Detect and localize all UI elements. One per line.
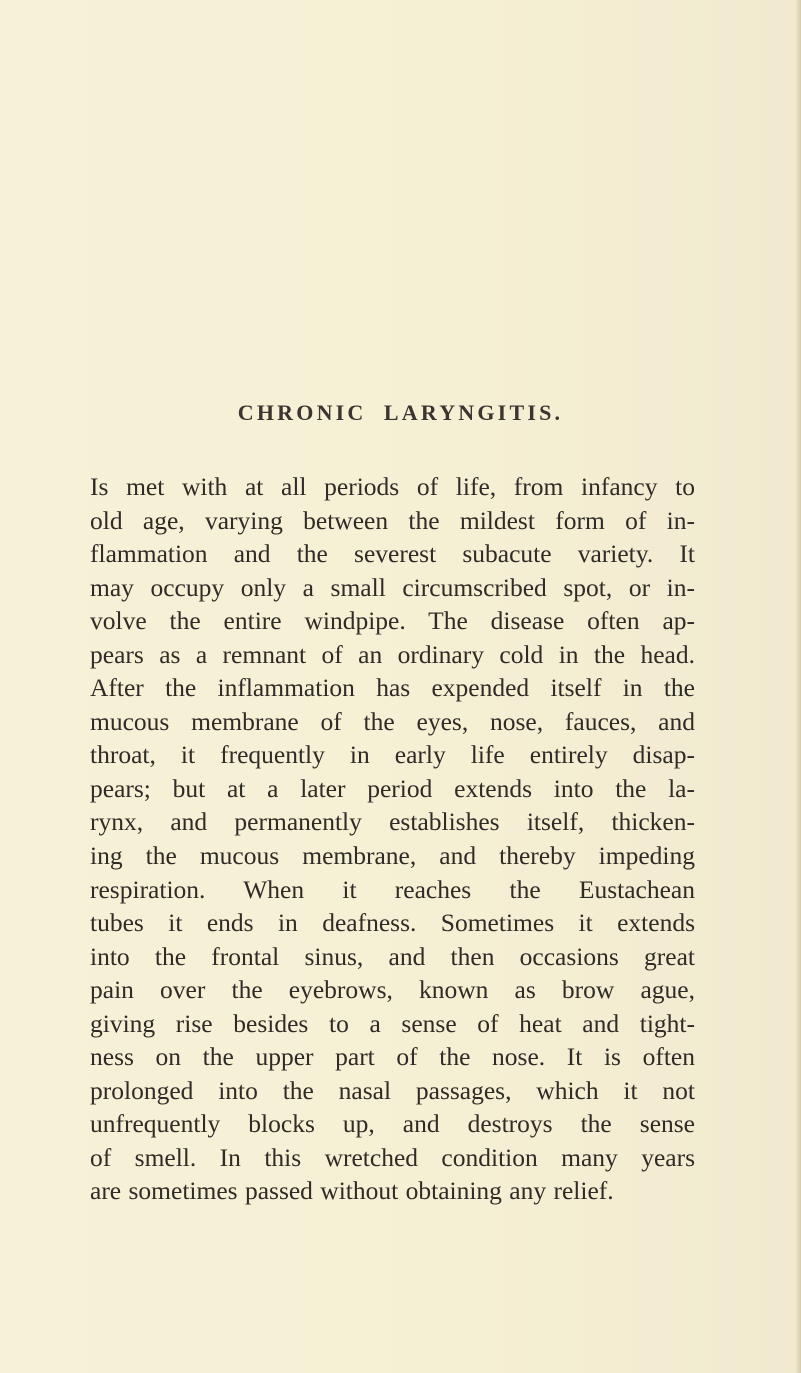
text-line-4: may occupy only a small circumscribed spot, or in- (90, 572, 695, 602)
text-line-2: old age, varying between the mildest form of in- (90, 505, 695, 535)
text-line-5: volve the entire windpipe. The disease often ap- (90, 606, 695, 636)
text-line-3: flammation and the severest subacute variety. It (90, 539, 695, 569)
text-line-20: unfrequently blocks up, and destroys the sense (90, 1109, 695, 1139)
heading-word-laryngitis: LARYNGITIS. (383, 400, 564, 425)
text-line-9: throat, it frequently in early life entirely disap- (90, 740, 695, 770)
text-line-15: into the frontal sinus, and then occasions great (90, 941, 695, 971)
text-line-16: pain over the eyebrows, known as brow ague, (90, 975, 695, 1005)
body-paragraph (90, 470, 695, 1208)
text-line-10: pears; but at a later period extends into the la- (90, 773, 695, 803)
text-line-12: ing the mucous membrane, and thereby impeding (90, 841, 695, 871)
text-line-17: giving rise besides to a sense of heat and tight- (90, 1008, 695, 1038)
text-line-8: mucous membrane of the eyes, nose, fauces, and (90, 706, 695, 736)
heading-word-chronic: CHRONIC (237, 400, 367, 425)
text-line-7: After the inflammation has expended itself in the (90, 673, 695, 703)
text-line-1: Is met with at all periods of life, from infancy to (90, 472, 695, 501)
page-edge-shadow (795, 0, 801, 1373)
text-line-21: of smell. In this wretched condition many years (90, 1142, 695, 1172)
text-line-19: prolonged into the nasal passages, which it not (90, 1075, 695, 1105)
text-line-22: are sometimes passed without obtaining any relief. (90, 1176, 614, 1206)
text-line-13: respiration. When it reaches the Eustachean (90, 874, 695, 904)
text-line-14: tubes it ends in deafness. Sometimes it extends (90, 908, 695, 938)
chapter-heading (0, 400, 801, 426)
text-line-18: ness on the upper part of the nose. It is often (90, 1042, 695, 1072)
text-line-11: rynx, and permanently establishes itself, thicken- (90, 807, 695, 837)
text-line-6: pears as a remnant of an ordinary cold in the head. (90, 639, 695, 669)
